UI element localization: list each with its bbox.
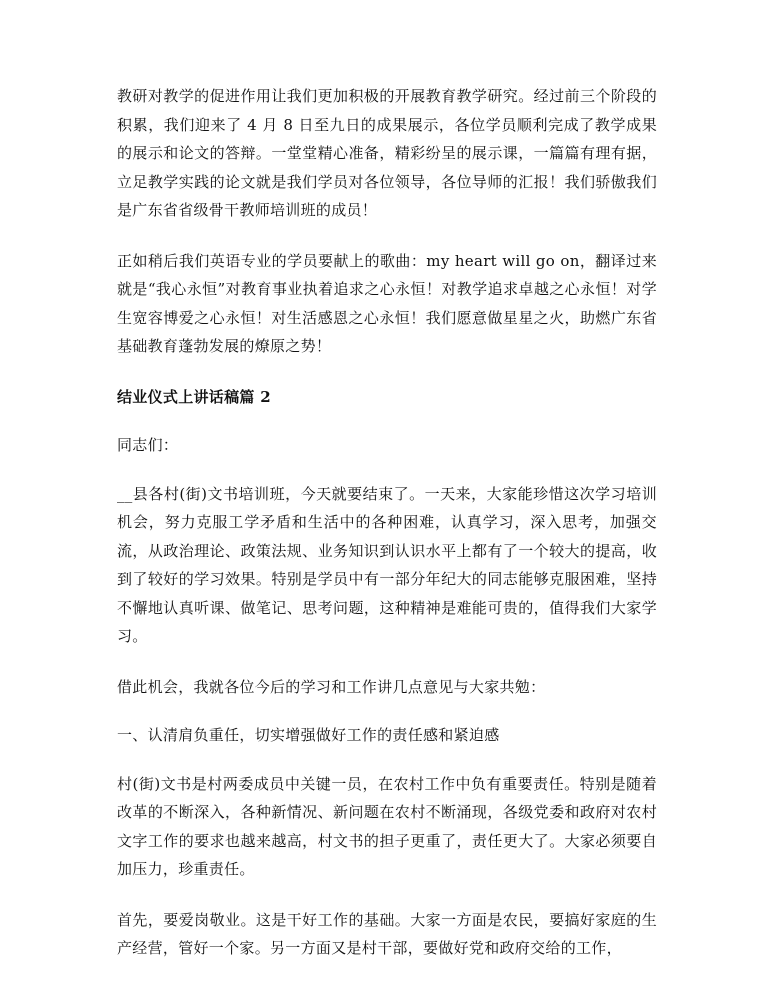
document-page	[117, 82, 657, 985]
greeting: 同志们：	[117, 436, 179, 454]
paragraph-song-tribute: 正如稍后我们英语专业的学员要献上的歌曲：my heart will go on，翻译过来就是“我心永恒”对教育事业执着追求之心永恒！对教学追求卓越之心永恒！对学生宽容博爱之心永恒！对生活感恩之心永恒！我们愿意做星星之火，助燃广东省基础教育蓬勃发展的燎原之势！	[117, 251, 657, 355]
paragraph-training-summary: __县各村(街)文书培训班，今天就要结束了。一天来，大家能珍惜这次学习培训机会，努力克服工学矛盾和生活中的各种困难，认真学习，深入思考，加强交流，从政治理论、政策法规、业务知识到认识水平上都有了一个较大的提高，收到了较好的学习效果。特别是学员中有一部分年纪大的同志能够克服困难，坚持不懈地认真听课、做笔记、思考问题，这种精神是难能可贵的，值得我们大家学习。	[117, 484, 657, 645]
paragraph-research-summary: 教研对教学的促进作用让我们更加积极的开展教育教学研究。经过前三个阶段的积累，我们迎来了 4 月 8 日至九日的成果展示，各位学员顺利完成了教学成果的展示和论文的答辩。一堂堂精心准备，精彩纷呈的展示课，一篇篇有理有据，立足教学实践的论文就是我们学员对各位领导，各位导师的汇报！我们骄傲我们是广东省省级骨干教师培训班的成员！	[117, 87, 657, 219]
section-title: 结业仪式上讲话稿篇 2	[117, 387, 271, 406]
paragraph-village-clerk-role: 村(街)文书是村两委成员中关键一员，在农村工作中负有重要责任。特别是随着改革的不断深入，各种新情况、新问题在农村不断涌现，各级党委和政府对农村文字工作的要求也越来越高，村文书的担子更重了，责任更大了。大家必须要自加压力，珍重责任。	[117, 774, 657, 878]
point-one-heading: 一、认清肩负重任，切实增强做好工作的责任感和紧迫感	[117, 726, 500, 744]
paragraph-opinions-intro: 借此机会，我就各位今后的学习和工作讲几点意见与大家共勉：	[117, 677, 546, 696]
paragraph-dedication: 首先，要爱岗敬业。这是干好工作的基础。大家一方面是农民，要搞好家庭的生产经营，管好一个家。另一方面又是村干部，要做好党和政府交给的工作，	[117, 910, 657, 957]
